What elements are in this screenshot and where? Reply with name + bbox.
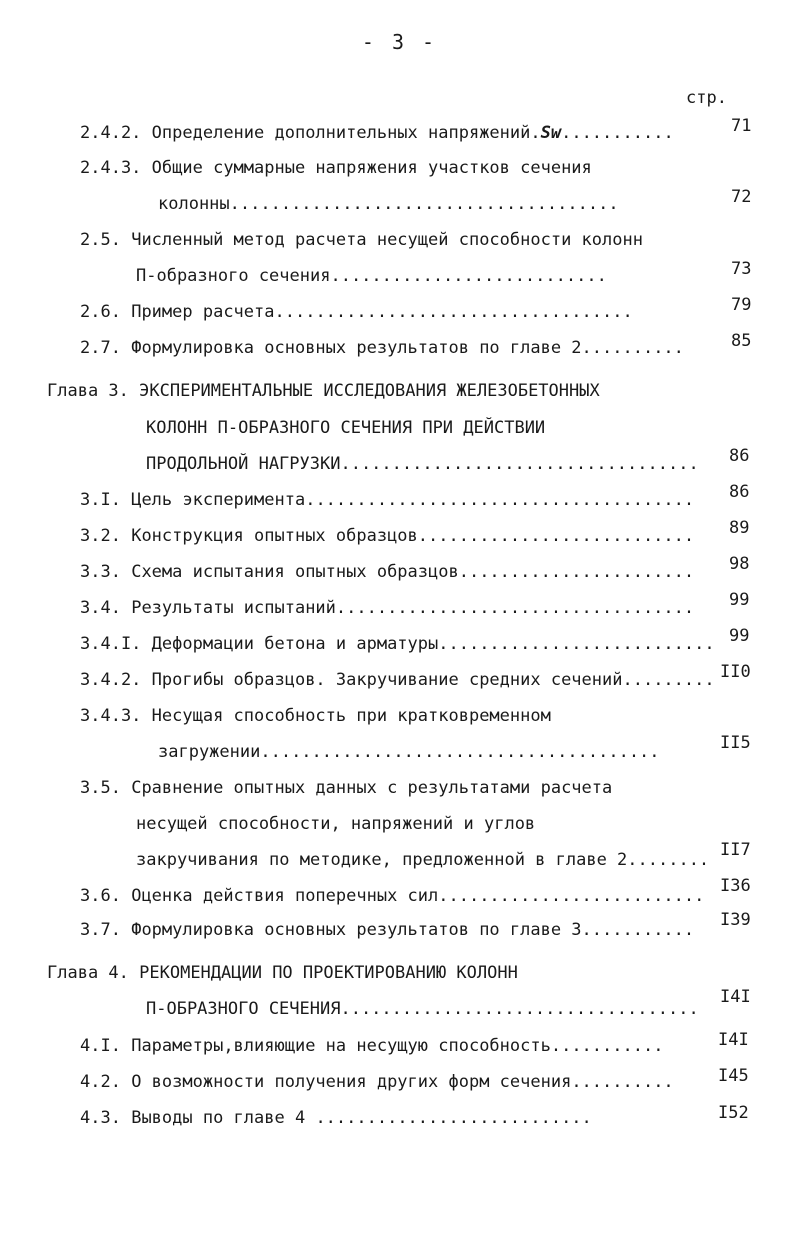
entry-title: О возможности получения других форм сечения: [131, 1072, 572, 1092]
dot-leader: .......................: [458, 562, 695, 582]
page-ref: I4I: [720, 987, 751, 1007]
toc-entry: [80, 490, 694, 512]
entry-number: 4.3.: [80, 1108, 121, 1128]
entry-title: Численный метод расчета несущей способности колонн: [131, 230, 643, 250]
entry-number: 4.I.: [80, 1036, 121, 1056]
page-ref: 99: [729, 590, 750, 610]
entry-number: 3.4.3.: [80, 706, 142, 726]
entry-title: колонны: [158, 194, 230, 214]
chapter-title: ЭКСПЕРИМЕНТАЛЬНЫЕ ИССЛЕДОВАНИЯ ЖЕЛЕЗОБЕТОННЫХ: [139, 381, 600, 401]
entry-title: Прогибы образцов. Закручивание средних сечений: [151, 670, 623, 690]
entry-title: П-образного сечения: [136, 266, 331, 286]
toc-entry-continuation: [136, 850, 709, 872]
entry-title: Результаты испытаний: [131, 598, 336, 618]
toc-entry-continuation: [136, 814, 535, 836]
entry-title: Деформации бетона и арматуры: [151, 634, 439, 654]
page-ref: I36: [720, 876, 751, 896]
toc-entry: [80, 302, 633, 324]
entry-title: загружении: [158, 742, 261, 762]
entry-title: Оценка действия поперечных сил: [131, 886, 439, 906]
entry-number: 3.4.2.: [80, 670, 142, 690]
dot-leader: ..........: [571, 1072, 674, 1092]
chapter-heading: [47, 963, 518, 985]
toc-entry: [80, 886, 704, 908]
entry-number: 3.2.: [80, 526, 121, 546]
page-ref: 98: [729, 554, 750, 574]
toc-entry: [80, 634, 715, 656]
dot-leader: ......................................: [305, 490, 695, 510]
page-column-label: стр.: [686, 88, 727, 108]
chapter-heading-continuation: [146, 454, 699, 476]
toc-entry: [80, 670, 715, 692]
page-ref: 72: [731, 187, 752, 207]
page-ref: I52: [718, 1103, 749, 1123]
dot-leader: ..........: [581, 338, 684, 358]
entry-title: Определение дополнительных напряжений.: [151, 123, 541, 143]
entry-title: Конструкция опытных образцов: [131, 526, 418, 546]
toc-entry: [80, 778, 612, 800]
toc-entry: [80, 158, 592, 180]
dot-leader: ...................................: [340, 454, 699, 474]
dot-leader: .......................................: [260, 742, 660, 762]
page-ref: 71: [731, 116, 752, 136]
dot-leader: ...........................: [315, 1108, 592, 1128]
page-ref: 73: [731, 259, 752, 279]
page-ref: I39: [720, 910, 751, 930]
dot-leader: ........: [627, 850, 710, 870]
entry-title: несущей способности, напряжений и углов: [136, 814, 536, 834]
entry-number: 2.5.: [80, 230, 121, 250]
page-ref: 86: [729, 482, 750, 502]
entry-number: 2.4.2.: [80, 123, 142, 143]
page-ref: 99: [729, 626, 750, 646]
entry-number: 3.4.: [80, 598, 121, 618]
entry-number: 3.5.: [80, 778, 121, 798]
toc-entry: [80, 338, 684, 360]
chapter-heading: [47, 381, 600, 403]
entry-title: Несущая способность при кратковременном: [151, 706, 551, 726]
dot-leader: .........: [622, 670, 715, 690]
toc-entry: [80, 1108, 592, 1130]
toc-entry: [80, 123, 674, 145]
toc-entry: [80, 598, 694, 620]
entry-title: Сравнение опытных данных с результатами расчета: [131, 778, 613, 798]
entry-title: Выводы по главе 4: [131, 1108, 316, 1128]
handwritten-mark: Sw: [540, 123, 562, 143]
toc-entry: [80, 562, 694, 584]
entry-title: Цель эксперимента: [131, 490, 306, 510]
toc-entry-continuation: [158, 742, 660, 764]
chapter-label: Глава 3.: [47, 381, 129, 401]
page-ref: 86: [729, 446, 750, 466]
chapter-heading-continuation: [146, 418, 545, 440]
chapter-title: ПРОДОЛЬНОЙ НАГРУЗКИ: [146, 454, 341, 474]
toc-entry: [80, 526, 694, 548]
entry-title: Формулировка основных результатов по главе 2: [131, 338, 582, 358]
page-number: - 3 -: [361, 30, 438, 54]
dot-leader: ......................................: [229, 194, 619, 214]
entry-title: Пример расчета: [131, 302, 275, 322]
page-ref: I4I: [718, 1030, 749, 1050]
toc-entry-continuation: [136, 266, 607, 288]
page-ref: 85: [731, 331, 752, 351]
entry-number: 3.6.: [80, 886, 121, 906]
entry-number: 4.2.: [80, 1072, 121, 1092]
entry-title: Общие суммарные напряжения участков сечения: [151, 158, 592, 178]
dot-leader: ...........................: [330, 266, 607, 286]
toc-entry: [80, 706, 551, 728]
dot-leader: ...................................: [340, 999, 699, 1019]
toc-entry: [80, 1072, 674, 1094]
entry-title: Формулировка основных результатов по главе 3: [131, 920, 582, 940]
entry-number: 2.6.: [80, 302, 121, 322]
toc-entry: [80, 1036, 663, 1058]
dot-leader: ...................................: [335, 598, 695, 618]
chapter-title: РЕКОМЕНДАЦИИ ПО ПРОЕКТИРОВАНИЮ КОЛОНН: [139, 963, 518, 983]
toc-entry: [80, 920, 694, 942]
page-ref: I45: [718, 1066, 749, 1086]
page-ref: 89: [729, 518, 750, 538]
entry-number: 3.7.: [80, 920, 121, 940]
chapter-title: П-ОБРАЗНОГО СЕЧЕНИЯ: [146, 999, 341, 1019]
chapter-title: КОЛОНН П-ОБРАЗНОГО СЕЧЕНИЯ ПРИ ДЕЙСТВИИ: [146, 418, 546, 438]
page-ref: 79: [731, 295, 752, 315]
entry-title: Схема испытания опытных образцов: [131, 562, 459, 582]
dot-leader: ...........................: [438, 634, 715, 654]
dot-leader: ...........: [561, 123, 674, 143]
dot-leader: ..........................: [438, 886, 705, 906]
entry-number: 3.I.: [80, 490, 121, 510]
chapter-label: Глава 4.: [47, 963, 129, 983]
toc-entry: [80, 230, 643, 252]
entry-number: 3.4.I.: [80, 634, 142, 654]
dot-leader: ...........: [550, 1036, 664, 1056]
entry-number: 3.3.: [80, 562, 121, 582]
page-ref: II5: [720, 733, 751, 753]
toc-entry-continuation: [158, 194, 619, 216]
dot-leader: ...........: [581, 920, 695, 940]
dot-leader: ...........................: [417, 526, 695, 546]
entry-title: закручивания по методике, предложенной в главе 2: [136, 850, 628, 870]
page-ref: II7: [720, 840, 751, 860]
entry-title: Параметры,влияющие на несущую способность: [131, 1036, 551, 1056]
dot-leader: ...................................: [274, 302, 633, 322]
entry-number: 2.4.3.: [80, 158, 142, 178]
page-ref: II0: [720, 662, 751, 682]
entry-number: 2.7.: [80, 338, 121, 358]
chapter-heading-continuation: [146, 999, 699, 1021]
